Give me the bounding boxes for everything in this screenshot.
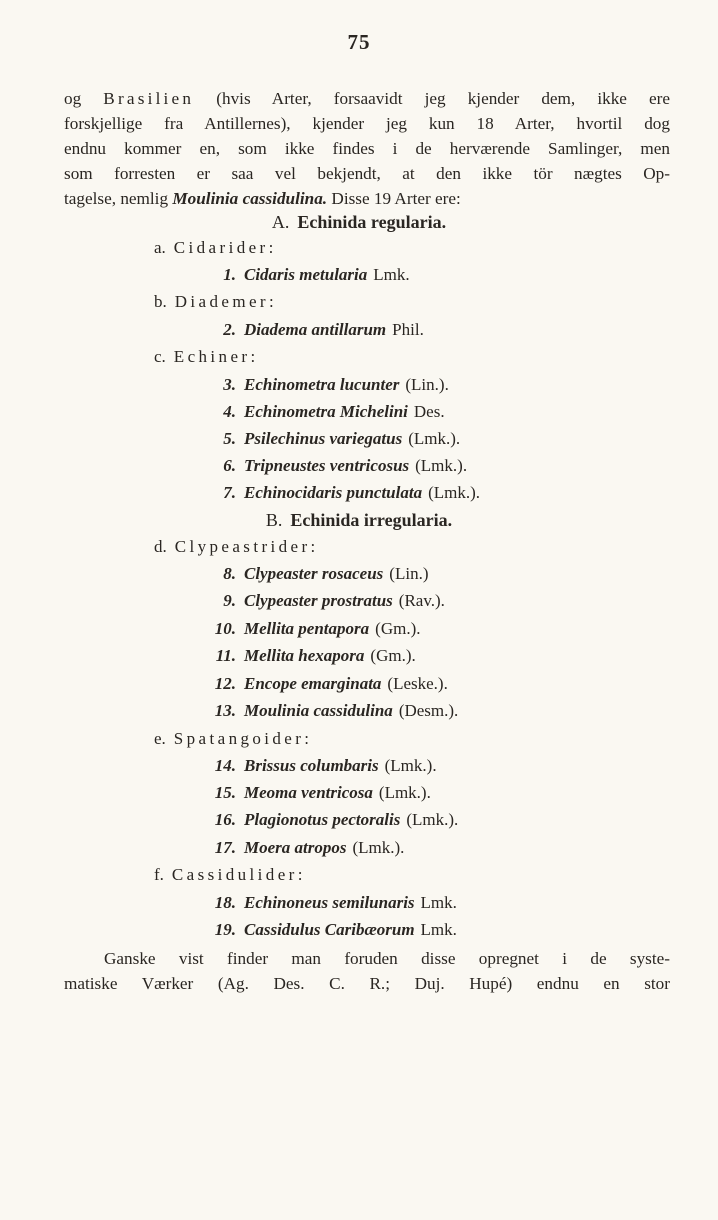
species-author: (Lin.) [389, 564, 429, 583]
species-author: (Desm.). [398, 701, 459, 720]
species-entry-8 [212, 562, 428, 586]
group-letter: e. [154, 729, 166, 748]
species-entry-2 [212, 318, 424, 342]
intro-line-1-word: og [64, 89, 82, 108]
species-number: 4. [223, 402, 236, 421]
species-name: Moera atropos [244, 838, 347, 857]
species-number: 12. [214, 674, 236, 693]
species-entry-15 [212, 781, 431, 805]
species-number: 7. [223, 483, 236, 502]
species-author: Lmk. [373, 265, 410, 284]
species-author: (Lmk.). [384, 756, 437, 775]
species-author: (Lmk.). [352, 838, 405, 857]
species-name: Echinometra Michelini [244, 402, 408, 421]
species-name: Mellita pentapora [244, 619, 370, 638]
intro-line-1 [64, 86, 670, 111]
intro-line-5 [64, 186, 670, 211]
species-number: 3. [223, 375, 236, 394]
species-name: Encope emarginata [244, 674, 382, 693]
species-author: (Leske.). [387, 674, 448, 693]
species-number: 2. [223, 320, 236, 339]
species-author: Des. [413, 402, 445, 421]
group-heading-b [154, 290, 277, 314]
species-entry-7 [212, 481, 480, 505]
species-number: 6. [223, 456, 236, 475]
species-name: Echinocidaris punctulata [244, 483, 423, 502]
species-name: Echinometra lucunter [244, 375, 400, 394]
species-entry-1 [212, 263, 410, 287]
section-letter: A. [271, 212, 290, 232]
species-number: 1. [223, 265, 236, 284]
species-author: (Lmk.). [378, 783, 431, 802]
intro-line-4: som forresten er saa vel bekjendt, at den ikke tör nægtes Op- [64, 164, 670, 183]
species-name: Plagionotus pectoralis [244, 810, 401, 829]
outro-paragraph [64, 946, 670, 996]
species-entry-4 [212, 400, 445, 424]
group-name: Cassidulider: [171, 865, 306, 884]
species-entry-14 [212, 754, 437, 778]
species-name: Meoma ventricosa [244, 783, 373, 802]
group-heading-d [154, 535, 319, 559]
species-number: 16. [214, 810, 236, 829]
species-name: Cidaris metularia [244, 265, 368, 284]
group-letter: f. [154, 865, 164, 884]
group-heading-a [154, 236, 277, 260]
species-number: 5. [223, 429, 236, 448]
species-entry-6 [212, 454, 467, 478]
species-author: (Gm.). [370, 646, 416, 665]
species-entry-17 [212, 836, 404, 860]
intro-paragraph [64, 86, 670, 211]
species-name: Moulinia cassidulina [244, 701, 393, 720]
species-number: 10. [214, 619, 236, 638]
intro-line-5-species: Moulinia cassidulina. [172, 189, 328, 208]
species-number: 8. [223, 564, 236, 583]
species-name: Diadema antillarum [244, 320, 387, 339]
outro-line-2: matiske Værker (Ag. Des. C. R.; Duj. Hupé) endnu en stor [64, 974, 670, 993]
species-entry-5 [212, 427, 460, 451]
species-entry-18 [212, 891, 457, 915]
group-letter: c. [154, 347, 166, 366]
intro-line-1-rest: (hvis Arter, forsaavidt jeg kjender dem, ikke ere [216, 89, 671, 108]
group-heading-f [154, 863, 306, 887]
section-heading-b [0, 508, 718, 532]
species-entry-9 [212, 589, 445, 613]
species-entry-11 [212, 644, 416, 668]
group-name: Clypeastrider: [174, 537, 319, 556]
group-name: Spatangoider: [173, 729, 313, 748]
section-letter: B. [265, 510, 283, 530]
species-entry-13 [212, 699, 458, 723]
species-number: 9. [223, 591, 236, 610]
species-name: Psilechinus variegatus [244, 429, 403, 448]
species-number: 17. [214, 838, 236, 857]
group-heading-e [154, 727, 312, 751]
section-title: Echinida regularia. [297, 212, 447, 232]
group-letter: a. [154, 238, 166, 257]
group-name: Cidarider: [173, 238, 277, 257]
section-heading-a [0, 210, 718, 234]
species-name: Tripneustes ventricosus [244, 456, 410, 475]
intro-line-1-spaced-word: Brasilien [103, 89, 195, 108]
species-entry-12 [212, 672, 448, 696]
species-number: 15. [214, 783, 236, 802]
species-author: (Lmk.). [408, 429, 461, 448]
species-name: Cassidulus Caribæorum [244, 920, 415, 939]
section-title: Echinida irregularia. [290, 510, 453, 530]
species-author: (Rav.). [398, 591, 445, 610]
species-number: 11. [215, 646, 236, 665]
intro-line-5-pre: tagelse, nemlig [64, 189, 169, 208]
species-name: Clypeaster prostratus [244, 591, 393, 610]
species-entry-3 [212, 373, 449, 397]
species-entry-10 [212, 617, 420, 641]
page-number: 75 [347, 30, 371, 54]
group-name: Echiner: [173, 347, 259, 366]
group-name: Diademer: [174, 292, 278, 311]
group-letter: d. [154, 537, 167, 556]
intro-line-5-post: Disse 19 Arter ere: [331, 189, 461, 208]
species-author: (Lmk.). [406, 810, 459, 829]
species-name: Brissus columbaris [244, 756, 379, 775]
species-author: Lmk. [420, 893, 457, 912]
species-author: (Lin.). [405, 375, 449, 394]
species-author: (Lmk.). [415, 456, 468, 475]
species-author: Phil. [392, 320, 424, 339]
species-entry-16 [212, 808, 458, 832]
species-author: (Gm.). [375, 619, 421, 638]
species-name: Mellita hexapora [244, 646, 365, 665]
intro-line-2: forskjellige fra Antillernes), kjender jeg kun 18 Arter, hvortil dog [64, 114, 670, 133]
species-name: Clypeaster rosaceus [244, 564, 384, 583]
species-number: 14. [214, 756, 236, 775]
species-number: 13. [214, 701, 236, 720]
outro-line-1: Ganske vist finder man foruden disse opregnet i de syste- [104, 949, 670, 968]
species-entry-19 [212, 918, 457, 942]
intro-line-3: endnu kommer en, som ikke findes i de herværende Samlinger, men [64, 139, 670, 158]
group-letter: b. [154, 292, 167, 311]
species-number: 18. [214, 893, 236, 912]
species-name: Echinoneus semilunaris [244, 893, 415, 912]
species-number: 19. [214, 920, 236, 939]
species-author: (Lmk.). [428, 483, 481, 502]
species-author: Lmk. [420, 920, 457, 939]
group-heading-c [154, 345, 259, 369]
